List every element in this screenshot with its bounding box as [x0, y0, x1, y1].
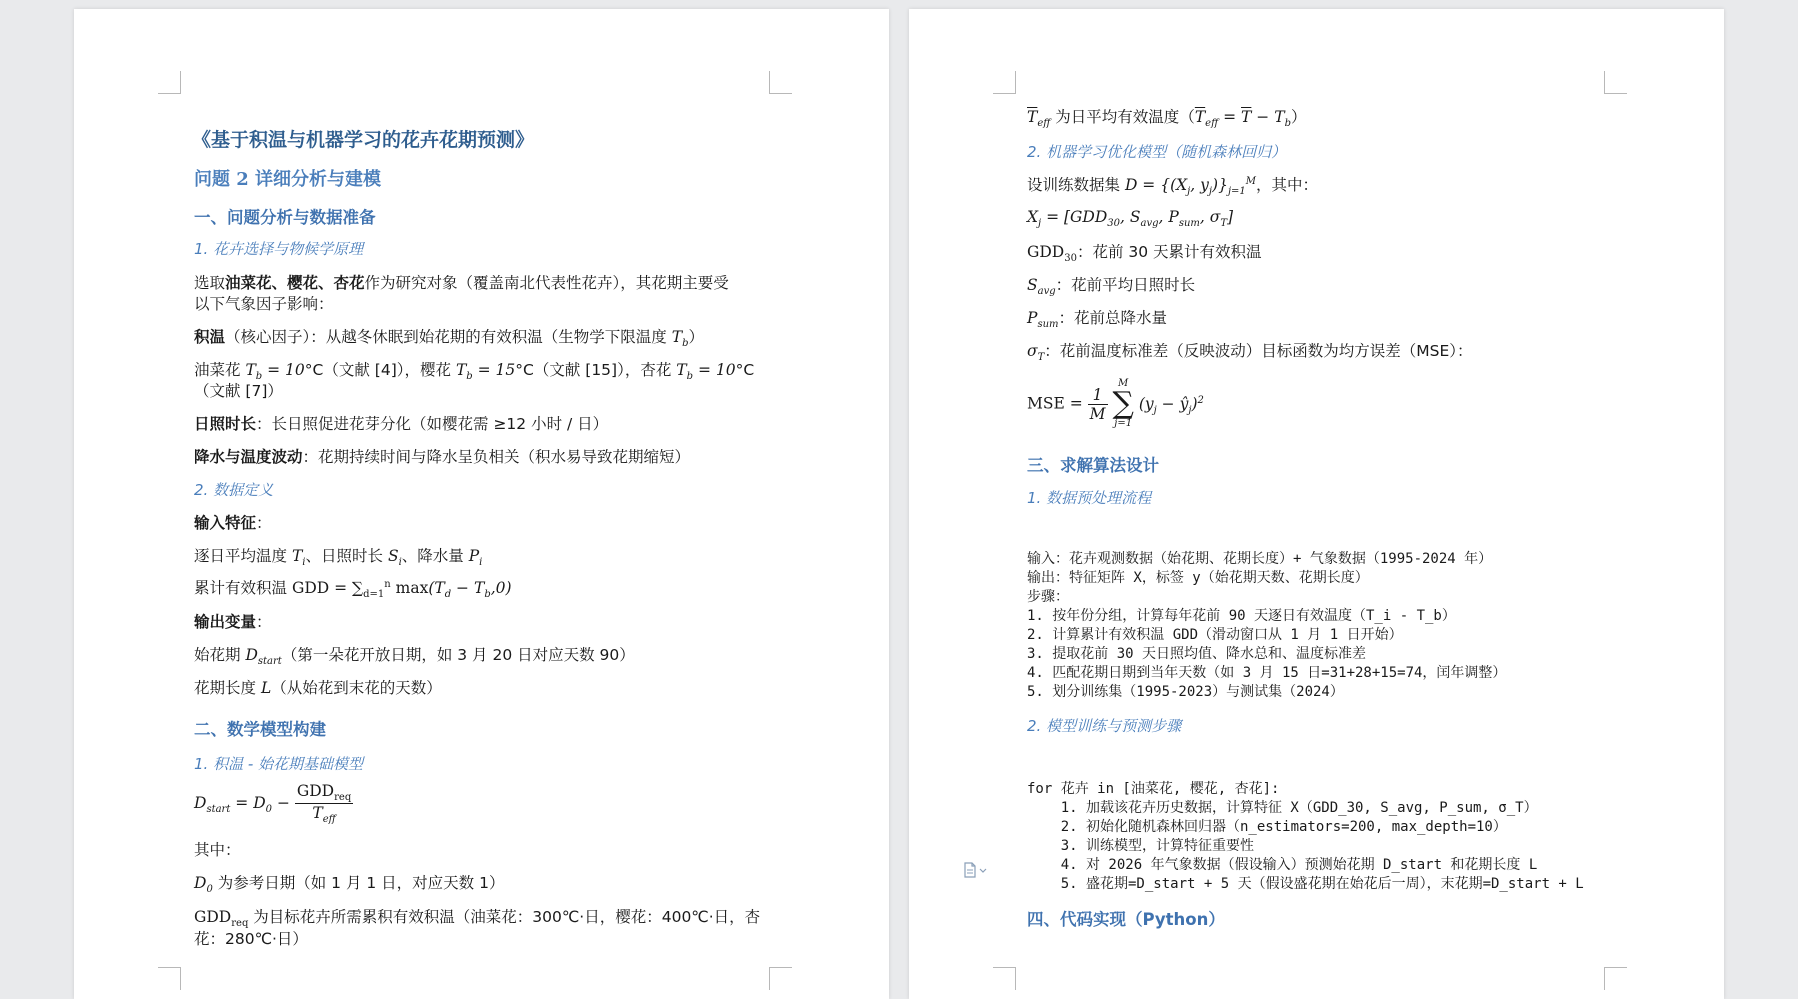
paragraph: 油菜花 $T_b = 10^\circ C$（文献 [4]），樱花 $T_b = 15^\circ C$（文献 [15]），杏花 $T_b = 10^\circ C$ [194, 361, 755, 383]
preprocess-line: 输入：花卉观测数据（始花期、花期长度）+ 气象数据（1995-2024 年） [1027, 551, 1493, 567]
crop-mark [993, 71, 1016, 94]
paragraph: 输出变量： [194, 613, 272, 631]
section-heading: 一、问题分析与数据准备 [194, 208, 376, 227]
subsection-heading: 2. 机器学习优化模型（随机森林回归） [1027, 143, 1287, 161]
equation: $D_{start} = D_0$ − $\frac{GDD_{req}}{\overline{T}_{eff}}$ [194, 782, 352, 826]
subsection-heading: 1. 积温 - 始花期基础模型 [194, 755, 364, 773]
preprocess-line: 3. 提取花前 30 天日照均值、降水总和、温度标准差 [1027, 646, 1366, 662]
crop-mark [769, 967, 792, 990]
code-line: for 花卉 in [油菜花, 樱花, 杏花]: [1027, 781, 1280, 797]
crop-mark [158, 967, 181, 990]
paragraph: $D_0$ 为参考日期（如 1 月 1 日，对应天数 1） [194, 874, 505, 896]
preprocess-line: 1. 按年份分组，计算每年花前 90 天逐日有效温度（T_i - T_b） [1027, 608, 1456, 624]
section-heading: 三、求解算法设计 [1027, 456, 1159, 475]
subsection-heading: 2. 模型训练与预测步骤 [1027, 717, 1182, 735]
crop-mark [158, 71, 181, 94]
paragraph: $GDD_{30}$：花前 30 天累计有效积温 [1027, 243, 1262, 265]
preprocess-line: 步骤： [1027, 589, 1069, 605]
paragraph: $P_{sum}$：花前总降水量 [1027, 309, 1168, 331]
code-line: 1. 加载该花卉历史数据，计算特征 X（GDD_30, S_avg, P_sum, σ_T） [1027, 800, 1538, 816]
paragraph: 累计有效积温 GDD = $\sum_{d=1}^n$ $\max(T_d - T_b,0)$ [194, 578, 512, 601]
paragraph-cont: 以下气象因子影响： [194, 295, 334, 313]
paragraph: 日照时长：长日照促进花芽分化（如樱花需 ≥12 小时 / 日） [194, 415, 609, 433]
subsection-heading: 2. 数据定义 [194, 481, 274, 499]
preprocess-line: 5. 划分训练集（1995-2023）与测试集（2024） [1027, 684, 1344, 700]
preprocess-line: 2. 计算累计有效积温 GDD（滑动窗口从 1 月 1 日开始） [1027, 627, 1403, 643]
paragraph: 始花期 $D_{start}$（第一朵花开放日期，如 3 月 20 日对应天数 90） [194, 646, 635, 668]
code-line: 3. 训练模型，计算特征重要性 [1027, 838, 1255, 854]
paragraph-cont: （文献 [7]） [194, 382, 283, 400]
paragraph: 积温（核心因子）：从越冬休眠到始花期的有效积温（生物学下限温度 $T_b$） [194, 328, 704, 350]
paragraph: 逐日平均温度 $T_i$、日照时长 $S_i$、降水量 $P_i$ [194, 547, 483, 569]
paragraph: $S_{avg}$：花前平均日照时长 [1027, 276, 1196, 298]
subsection-heading: 1. 数据预处理流程 [1027, 489, 1152, 507]
paragraph: 选取油菜花、樱花、杏花作为研究对象（覆盖南北代表性花卉），其花期主要受 [194, 274, 729, 292]
document-page-left [74, 9, 889, 999]
paragraph: 输入特征： [194, 514, 272, 532]
preprocess-line: 4. 匹配花期日期到当年天数（如 3 月 15 日=31+28+15=74，闰年调整） [1027, 665, 1507, 681]
document-options-icon[interactable] [963, 862, 989, 878]
paragraph: 其中： [194, 841, 241, 859]
code-line: 5. 盛花期=D_start + 5 天（假设盛花期在始花后一周），末花期=D_start + L [1027, 876, 1584, 892]
preprocess-line: 输出：特征矩阵 X，标签 y（始花期天数、花期长度） [1027, 570, 1369, 586]
code-line: 2. 初始化随机森林回归器（n_estimators=200, max_depth=10） [1027, 819, 1507, 835]
paragraph: 设训练数据集 $D = \{(X_j$, $y_j)\}_{j=1}^M$，其中： [1027, 175, 1319, 198]
crop-mark [769, 71, 792, 94]
paragraph: $\sigma_T$：花前温度标准差（反映波动）目标函数为均方误差（MSE）： [1027, 342, 1473, 364]
document-title: 《基于积温与机器学习的花卉花期预测》 [192, 129, 535, 151]
crop-mark [993, 967, 1016, 990]
paragraph: $GDD_{req}$ 为目标花卉所需累积有效积温（油菜花：300℃·日，樱花：400℃·日，杏 [194, 908, 761, 930]
section-heading: 二、数学模型构建 [194, 720, 326, 739]
paragraph: $\overline{T}_{eff}$ 为日平均有效温度$(\overline{T}_{eff} = \overline{T} - T_b)$ [1027, 108, 1307, 130]
code-line: 4. 对 2026 年气象数据（假设输入）预测始花期 D_start 和花期长度 L [1027, 857, 1538, 873]
crop-mark [1604, 967, 1627, 990]
document-subtitle: 问题 2 详细分析与建模 [194, 169, 382, 190]
crop-mark [1604, 71, 1627, 94]
paragraph: 花期长度 L（从始花到末花的天数） [194, 679, 442, 697]
subsection-heading: 1. 花卉选择与物候学原理 [194, 240, 364, 258]
paragraph: 降水与温度波动：花期持续时间与降水呈负相关（积水易导致花期缩短） [194, 448, 691, 466]
paragraph-cont: 花：280℃·日） [194, 930, 308, 948]
equation: MSE = $\frac{1}{M}$ M ∑ j=1 ($y_j$ − $ŷ_j)^2$ [1027, 378, 1204, 429]
paragraph: $X_j = [GDD_{30}$, $S_{avg}$, $P_{sum}$, $\sigma_T$] [1027, 208, 1234, 230]
document-page-right [909, 9, 1724, 999]
section-heading: 四、代码实现（Python） [1027, 910, 1225, 929]
